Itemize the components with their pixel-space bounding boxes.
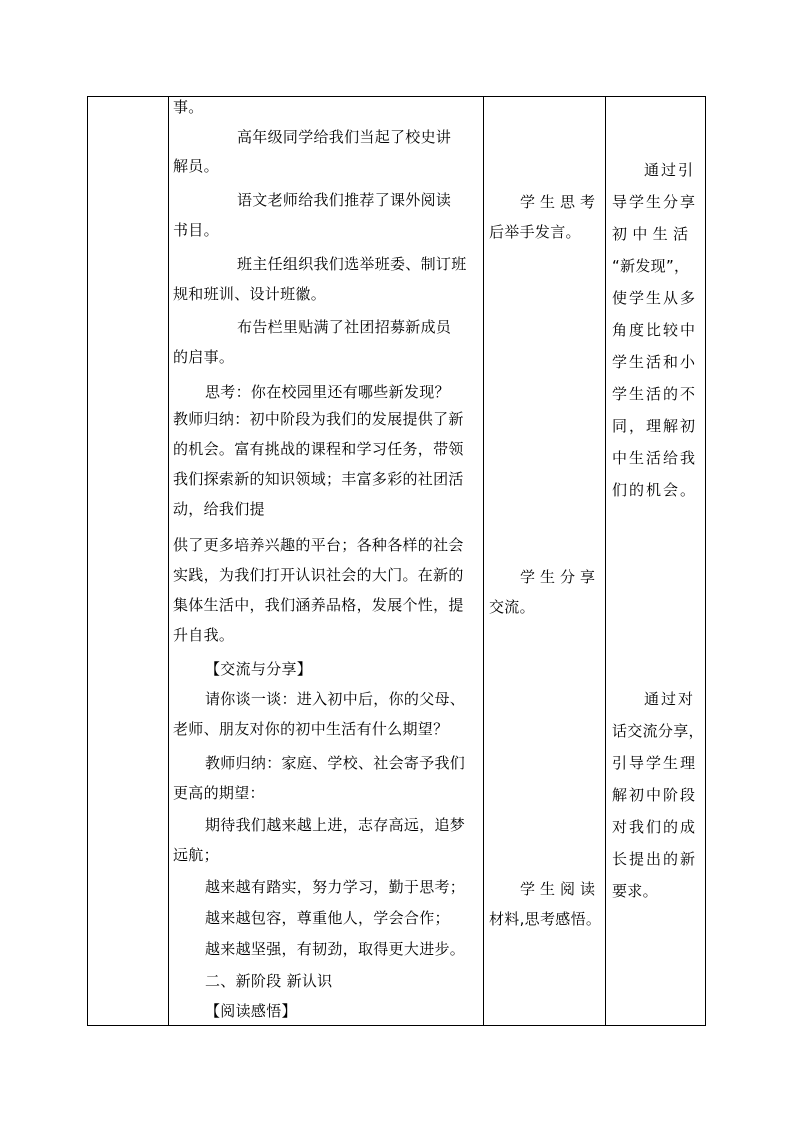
intent-line: 对我们的成 <box>612 818 698 836</box>
section-heading: 【阅读感悟】 <box>205 1002 297 1020</box>
content-line: 的启事。 <box>173 348 235 366</box>
intent-line: 通过引 <box>644 161 696 179</box>
content-line: 升自我。 <box>173 626 235 644</box>
intent-line: 使学生从多 <box>612 289 698 307</box>
content-line: 越来越包容，尊重他人，学会合作； <box>205 909 450 927</box>
content-line: 书目。 <box>173 221 219 239</box>
intent-line: 要求。 <box>612 882 658 900</box>
content-line: 集体生活中，我们涵养品格，发展个性，提 <box>173 596 464 614</box>
intent-line: 解初中阶段 <box>612 786 698 804</box>
activity-line: 学生阅读 <box>520 880 601 898</box>
content-line: 远航； <box>173 846 219 864</box>
content-line: 供了更多培养兴趣的平台；各种各样的社会 <box>173 536 464 554</box>
intent-line: 们的机会。 <box>612 481 698 499</box>
activity-line: 学生思考 <box>520 193 601 211</box>
activity-line: 后举手发言。 <box>489 223 581 241</box>
intent-line: 中生活给我 <box>612 449 698 467</box>
column-divider <box>168 97 169 1025</box>
activity-line: 材料,思考感悟。 <box>489 910 602 928</box>
intent-line: 引导学生理 <box>612 754 698 772</box>
content-line: 更高的期望： <box>173 784 265 802</box>
content-line: 动，给我们提 <box>173 500 265 518</box>
content-line: 请你谈一谈：进入初中后，你的父母、 <box>205 690 466 708</box>
column-divider <box>605 97 606 1025</box>
content-line: 实践，为我们打开认识社会的大门。在新的 <box>173 566 464 584</box>
content-line: 事。 <box>173 98 204 116</box>
intent-line: 角度比较中 <box>612 321 698 339</box>
content-line: 期待我们越来越上进，志存高远，追梦 <box>205 816 466 834</box>
content-line: 我们探索新的知识领域；丰富多彩的社团活 <box>173 470 464 488</box>
teacher-summary: 教师归纳：家庭、学校、社会寄予我们 <box>205 754 466 772</box>
think-question: 思考：你在校园里还有哪些新发现？ <box>205 383 450 401</box>
column-divider <box>483 97 484 1025</box>
intent-line: 同，理解初 <box>612 417 698 435</box>
activity-line: 学生分享 <box>520 568 601 586</box>
intent-line: “新发现”， <box>612 257 690 275</box>
intent-line: 长提出的新 <box>612 850 698 868</box>
content-line: 语文老师给我们推荐了课外阅读 <box>237 191 452 209</box>
content-line: 解员。 <box>173 157 219 175</box>
content-line: 越来越有踏实，努力学习，勤于思考； <box>205 878 466 896</box>
section-heading: 【交流与分享】 <box>205 660 313 678</box>
content-line: 高年级同学给我们当起了校史讲 <box>237 128 452 146</box>
content-line: 越来越坚强，有韧劲，取得更大进步。 <box>205 940 466 958</box>
intent-line: 学生活和小 <box>612 353 698 371</box>
content-line: 班主任组织我们选举班委、制订班 <box>237 255 467 273</box>
activity-line: 交流。 <box>489 598 535 616</box>
teacher-summary: 教师归纳：初中阶段为我们的发展提供了新 <box>173 410 464 428</box>
intent-line: 初 中 生 活 <box>612 225 689 243</box>
content-line: 布告栏里贴满了社团招募新成员 <box>237 318 452 336</box>
content-line: 规和班训、设计班徽。 <box>173 285 327 303</box>
section-heading: 二、新阶段 新认识 <box>205 972 333 990</box>
intent-line: 话交流分享， <box>612 722 704 740</box>
content-line: 老师、朋友对你的初中生活有什么期望？ <box>173 720 449 738</box>
content-line: 的机会。富有挑战的课程和学习任务，带领 <box>173 440 464 458</box>
intent-line: 导学生分享 <box>612 193 698 211</box>
intent-line: 通过对 <box>644 690 696 708</box>
intent-line: 学生活的不 <box>612 385 698 403</box>
